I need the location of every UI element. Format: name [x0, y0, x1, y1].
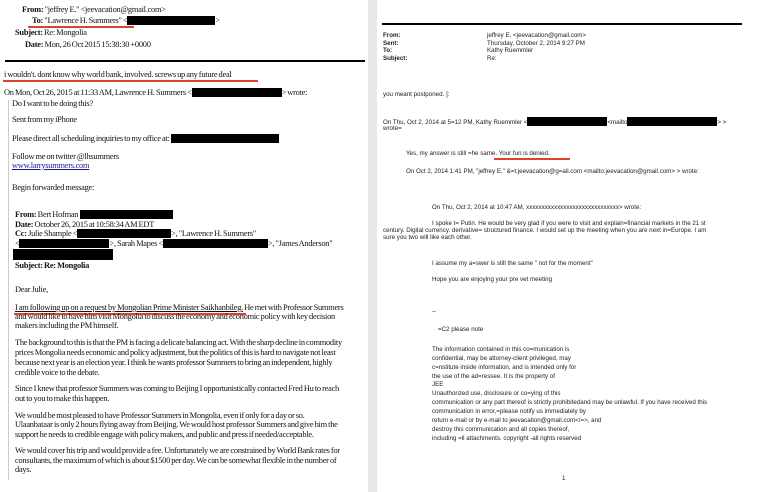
value-sent: Thursday, October 2, 2014 9:27 PM	[487, 40, 585, 47]
body-line: =C2 please note	[438, 326, 484, 333]
redaction	[527, 117, 607, 126]
text: He met with Professor Summers	[243, 303, 344, 312]
body-line: consultants, the maximum of which is about $1500 per day. We can be somewhat flexible in the number of	[15, 456, 337, 465]
text: > wrote:	[281, 88, 308, 97]
value: Re: Mongolia	[44, 28, 87, 37]
quote-line: Do I want to be doing this?	[12, 99, 93, 108]
disclaimer-line: The information contained in this co=munication is	[432, 346, 570, 353]
value: "jeffrey E." <jeevacation@gmail.com>	[44, 5, 166, 14]
label-sent: Sent:	[383, 40, 399, 47]
value-subject: Re:	[487, 55, 497, 62]
page-number: 1	[562, 475, 566, 482]
quote-line: Follow me on twitter @lhsummers	[12, 152, 119, 161]
body-line: We would be most pleased to have Professor Summers in Mongolia, even if only for a day or so.	[15, 411, 305, 420]
text: <mailto	[607, 119, 628, 126]
body-line: Hope you are enjoying your pre vet meeting	[432, 276, 553, 283]
text: > >	[717, 119, 727, 126]
body-line: prices Mongolia needs economic and policy adjustment, but the politics of this is hard to navigate not least	[15, 348, 336, 357]
header-divider	[382, 23, 742, 25]
disclaimer-line: destroy this communication and all copies thereof,	[432, 426, 570, 433]
body-line: days.	[15, 465, 32, 474]
body-line: I assume my a=swer is still the same " not for the moment"	[432, 260, 593, 267]
annotation-underline	[494, 158, 570, 160]
disclaimer-line: communication in error,=please notify us immediately by	[432, 408, 586, 415]
signature-separator: --	[432, 308, 437, 315]
label: Date:	[15, 220, 34, 229]
header-to: To: "Lawrence H. Summers" < >	[32, 16, 220, 25]
quote-intro	[4, 88, 307, 98]
value: Julie Shample <	[28, 229, 78, 238]
header-divider	[5, 60, 365, 62]
value: <	[15, 239, 20, 248]
value: >, "James Anderson"	[267, 239, 333, 248]
disclaimer-line: Unauthorized use, disclosure or co=ying of this	[432, 390, 561, 397]
label: To:	[32, 16, 44, 25]
body-line: century. Digital currency. derivative= structured finance. I would set up the meeting when you are next in=Europe. I am	[383, 227, 707, 234]
label: Subject: Re: Mongolia	[15, 261, 90, 270]
text: On Thu, Oct 2, 2014 at 5=12 PM, Kathy Ruemmler <	[383, 119, 528, 126]
label: Date:	[25, 40, 44, 49]
redaction	[163, 239, 268, 248]
quote-intro	[383, 117, 726, 127]
header-from	[22, 5, 166, 15]
redaction	[627, 117, 717, 126]
quote-line	[12, 134, 279, 144]
quote-line: Begin forwarded message:	[12, 183, 95, 192]
body-line: sure you two will like each other.	[383, 234, 472, 241]
body-line: The background to this is that the PM is facing a delicate balancing act. With the sharp decline in commodity	[15, 338, 342, 347]
label: Cc:	[15, 229, 27, 238]
header-date	[25, 40, 151, 50]
annotation-underline	[3, 80, 258, 82]
website-link[interactable]: www.larrysummers.com	[12, 161, 90, 170]
header-subject	[15, 28, 87, 38]
disclaimer-line: the use of the ad=ressee. It is the property of	[432, 373, 555, 380]
value: >, "Lawrence H. Summers"	[171, 229, 257, 238]
redaction	[19, 239, 109, 248]
body-line: because next year is an election year. I think he wants professor Summers to bring an independent, highly	[15, 358, 333, 367]
body-line: Ulaanbataar is only 2 hours flying away from Beijing. We would host professor Summers and give him the	[15, 420, 338, 429]
disclaimer-line: confidential, may be attorney-client privileged, may	[432, 355, 571, 362]
body-line: We would cover his trip and would provide a fee. Unfortunately we are constrained by World Bank rates for	[15, 446, 340, 455]
body-line: Since I knew that professor Summers was coming to Beijing I opportunistically contacted Fred Hu to reach	[15, 384, 339, 393]
label: From:	[22, 5, 44, 14]
body-line: credible voice to the debate.	[15, 368, 100, 377]
label-to: To:	[383, 47, 393, 54]
text: Please direct all scheduling inquiries to my office at:	[12, 134, 170, 143]
label: From:	[15, 210, 37, 219]
quote-intro: On Oct 2, 2014 1:41 PM, "jeffrey E." &=t;jeevacation@g=ail.com <mailto:jeevacation@gmail.com> > wrote:	[406, 168, 699, 175]
disclaimer-line: JEE	[432, 381, 444, 388]
value: October 26, 2015 at 10:58:34 AM EDT	[34, 220, 155, 229]
label-subject: Subject:	[383, 55, 408, 62]
disclaimer-line: communication or any part thereof is strictly prohibitedand may be unlawful. If you have received this	[432, 399, 708, 406]
left-email-page	[0, 0, 368, 492]
disclaimer-line: return e-mail or by e-mail to jeevacation@gmail.com</=>, and	[432, 417, 602, 424]
text: Yes, my answer is still =he same.	[406, 150, 499, 157]
fwd-subject	[15, 261, 89, 271]
reply-text: i wouldn't. dont know why world bank, involved. screws up any future deal	[4, 70, 232, 79]
value: Bert Hofman	[37, 210, 79, 219]
redaction	[13, 249, 113, 260]
text: Your fun is denied.	[498, 150, 550, 157]
value: "Lawrence H. Summers" <	[44, 16, 128, 25]
body-line: and would like to have him visit Mongolia to discuss the economy and economic policy with key decision	[15, 312, 335, 321]
quote-intro-cont: wrote=	[383, 125, 402, 132]
quote-bar	[8, 100, 9, 480]
label-from: From:	[383, 32, 401, 39]
body-line: Dear Julie,	[15, 285, 48, 294]
text: On Mon, Oct 26, 2015 at 11:33 AM, Lawrence H. Summers <	[4, 88, 192, 97]
reply-text: you meant postponed. ]:	[383, 91, 450, 98]
body-line: out to you to make this happen.	[15, 394, 110, 403]
disclaimer-line: including =ll attachments. copyright -all rights reserved	[432, 435, 582, 442]
fwd-from	[15, 210, 173, 220]
right-email-page	[377, 0, 760, 492]
redaction	[192, 88, 282, 97]
body-line: makers including the PM himself.	[15, 321, 119, 330]
label: Subject:	[15, 28, 43, 37]
body-line: I spoke t= Putin. He would be very glad if you were to visit and explain=financial markets in the 21 st	[432, 220, 706, 227]
fwd-cc-cont	[15, 239, 332, 249]
value: >, Sarah Mapes <	[109, 239, 163, 248]
text: I am following up on a request by Mongolian Prime Minister Saikhanbileg.	[15, 303, 244, 312]
fwd-cc-cont	[13, 249, 113, 261]
value-to: Kathy Ruemmler	[487, 47, 534, 54]
yes-line	[406, 150, 550, 158]
value: Mon, 26 Oct 2015 15:38:30 +0000	[44, 40, 151, 49]
body-line: support he needs to credible engage with policy makers, and public and press if needed/acceptable.	[15, 430, 314, 439]
redaction	[80, 210, 173, 219]
redaction	[77, 229, 171, 238]
disclaimer-line: c=nstitute inside information, and is intended only for	[432, 364, 577, 371]
redaction	[171, 134, 279, 143]
redaction	[127, 16, 215, 25]
value-from: jeffrey E. <jeevacation@gmail.com>	[487, 32, 587, 39]
fwd-cc	[15, 229, 256, 239]
page-gutter	[368, 0, 377, 492]
quote-line: Sent from my iPhone	[12, 115, 77, 124]
quote-intro: On Thu, Oct 2, 2014 at 10:47 AM, xxxxxxxxxxxxxxxxxxxxxxxxxxxxxx> wrote:	[432, 204, 642, 211]
